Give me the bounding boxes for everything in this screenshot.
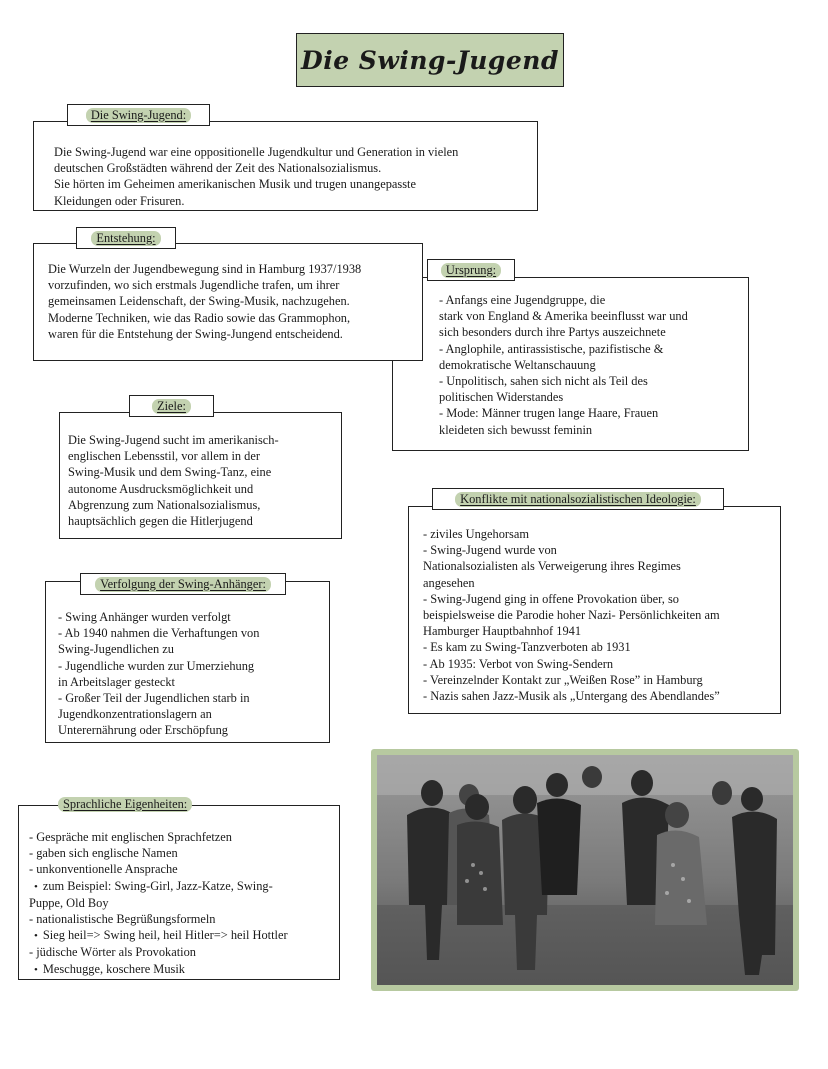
verfolgung-line: Unterernährung oder Erschöpfung (58, 723, 228, 738)
list-item: - jüdische Wörter als Provokation (29, 945, 197, 960)
entstehung-line: Moderne Techniken, wie das Radio sowie das Grammophon, (48, 310, 351, 325)
verfolgung-line: - Swing Anhänger wurden verfolgt (58, 610, 231, 624)
list-item: - gaben sich englische Namen (29, 846, 178, 861)
ursprung-line: - Anglophile, antirassistische, pazifistische & (439, 341, 664, 356)
entstehung-line: vorzufinden, wo sich erstmals Jugendliche trafen, um ihrer (48, 278, 340, 293)
list-item (29, 927, 339, 944)
title-box (296, 33, 564, 87)
ziele-line: autonome Ausdrucksmöglichkeit und (68, 481, 254, 496)
verfolgung-line: in Arbeitslager gesteckt (58, 674, 175, 689)
konflikte-line: - Swing-Jugend ging in offene Provokation über, so (423, 591, 680, 606)
verfolgung-line: - Jugendliche wurden zur Umerziehung (58, 658, 255, 673)
intro-line: Sie hörten im Geheimen amerikanischen Musik und trugen unangepasste (54, 177, 416, 192)
verfolgung-line: - Ab 1940 nahmen die Verhaftungen von (58, 626, 260, 641)
ursprung-line: sich besonders durch ihre Partys auszeichnete (439, 325, 666, 340)
ursprung-line: stark von England & Amerika beeinflusst war und (439, 309, 688, 324)
sprache-bullet-text: Meschugge, koschere Musik (42, 961, 185, 976)
ursprung-line: - Anfangs eine Jugendgruppe, die (439, 293, 606, 307)
sprache-list (29, 829, 339, 878)
entstehung-label: Entstehung: (76, 227, 176, 249)
intro-line: deutschen Großstädten während der Zeit des Nationalsozialismus. (54, 161, 382, 176)
ziele-line: englischen Lebensstil, vor allem in der (68, 449, 261, 464)
konflikte-label: Konflikte mit nationalsozialistischen Ideologie: (432, 488, 724, 510)
entstehung-box (33, 243, 423, 361)
list-item: - Gespräche mit englischen Sprachfetzen (29, 830, 232, 844)
sprache-box (18, 805, 340, 980)
konflikte-line: beispielsweise die Parodie hoher Nazi- Persönlichkeiten am (423, 608, 720, 623)
intro-box (33, 121, 538, 211)
konflikte-line: Nationalsozialisten als Verweigerung ihres Regimes (423, 559, 681, 574)
entstehung-line: waren für die Entstehung der Swing-Jungend entscheidend. (48, 326, 343, 341)
ziele-line: Abgrenzung zum Nationalsozialismus, (68, 497, 261, 512)
ursprung-line: demokratische Weltanschauung (439, 357, 596, 372)
ursprung-line: kleideten sich bewusst feminin (439, 422, 593, 437)
ursprung-line: - Unpolitisch, sahen sich nicht als Teil des (439, 374, 648, 389)
ziele-line: Die Swing-Jugend sucht im amerikanisch- (68, 433, 279, 447)
list-item: Puppe, Old Boy (29, 895, 109, 910)
verfolgung-label: Verfolgung der Swing-Anhänger: (80, 573, 286, 595)
intro-line: Kleidungen oder Frisuren. (54, 193, 185, 208)
verfolgung-box (45, 581, 330, 743)
entstehung-line: gemeinsamen Leidenschaft, der Swing-Musik, nachzugehen. (48, 294, 350, 309)
dancing-photo-image (377, 755, 793, 985)
verfolgung-line: Jugendkonzentrationslagern an (58, 707, 212, 722)
list-item: - nationalistische Begrüßungsformeln (29, 912, 216, 927)
photo-frame (371, 749, 799, 991)
verfolgung-line: Swing-Jugendlichen zu (58, 642, 174, 657)
verfolgung-line: - Großer Teil der Jugendlichen starb in (58, 691, 250, 706)
konflikte-line: - Ab 1935: Verbot von Swing-Sendern (423, 656, 614, 671)
ziele-line: hauptsächlich gegen die Hitlerjugend (68, 514, 253, 529)
konflikte-line: - ziviles Ungehorsam (423, 527, 529, 541)
sprache-bullet-text: zum Beispiel: Swing-Girl, Jazz-Katze, Swing- (42, 878, 273, 893)
list-item (29, 961, 339, 978)
intro-line: Die Swing-Jugend war eine oppositionelle Jugendkultur und Generation in vielen (54, 145, 459, 159)
konflikte-line: Hamburger Hauptbahnhof 1941 (423, 624, 582, 639)
konflikte-box (408, 506, 781, 714)
page-title: Die Swing-Jugend (301, 45, 559, 75)
konflikte-line: angesehen (423, 575, 475, 590)
sprache-sublist (29, 878, 339, 895)
entstehung-line: Die Wurzeln der Jugendbewegung sind in Hamburg 1937/1938 (48, 262, 362, 276)
konflikte-line: - Swing-Jugend wurde von (423, 543, 557, 558)
ursprung-line: politischen Widerstandes (439, 390, 564, 405)
ziele-line: Swing-Musik und dem Swing-Tanz, eine (68, 465, 272, 480)
list-item (29, 878, 339, 895)
sprache-label: Sprachliche Eigenheiten: (58, 793, 218, 815)
sprache-bullet-text: Sieg heil=> Swing heil, heil Hitler=> heil Hottler (42, 928, 288, 943)
list-item: - unkonventionelle Ansprache (29, 862, 178, 877)
ziele-label: Ziele: (129, 395, 214, 417)
dancing-photo (377, 755, 793, 985)
ziele-box (59, 412, 342, 539)
ursprung-label: Ursprung: (427, 259, 515, 281)
konflikte-line: - Es kam zu Swing-Tanzverboten ab 1931 (423, 640, 631, 655)
ursprung-line: - Mode: Männer trugen lange Haare, Frauen (439, 406, 659, 421)
konflikte-line: - Vereinzelnder Kontakt zur „Weißen Rose” in Hamburg (423, 672, 703, 687)
intro-label: Die Swing-Jugend: (67, 104, 210, 126)
konflikte-line: - Nazis sahen Jazz-Musik als „Untergang des Abendlandes” (423, 689, 720, 704)
ursprung-box (392, 277, 749, 451)
